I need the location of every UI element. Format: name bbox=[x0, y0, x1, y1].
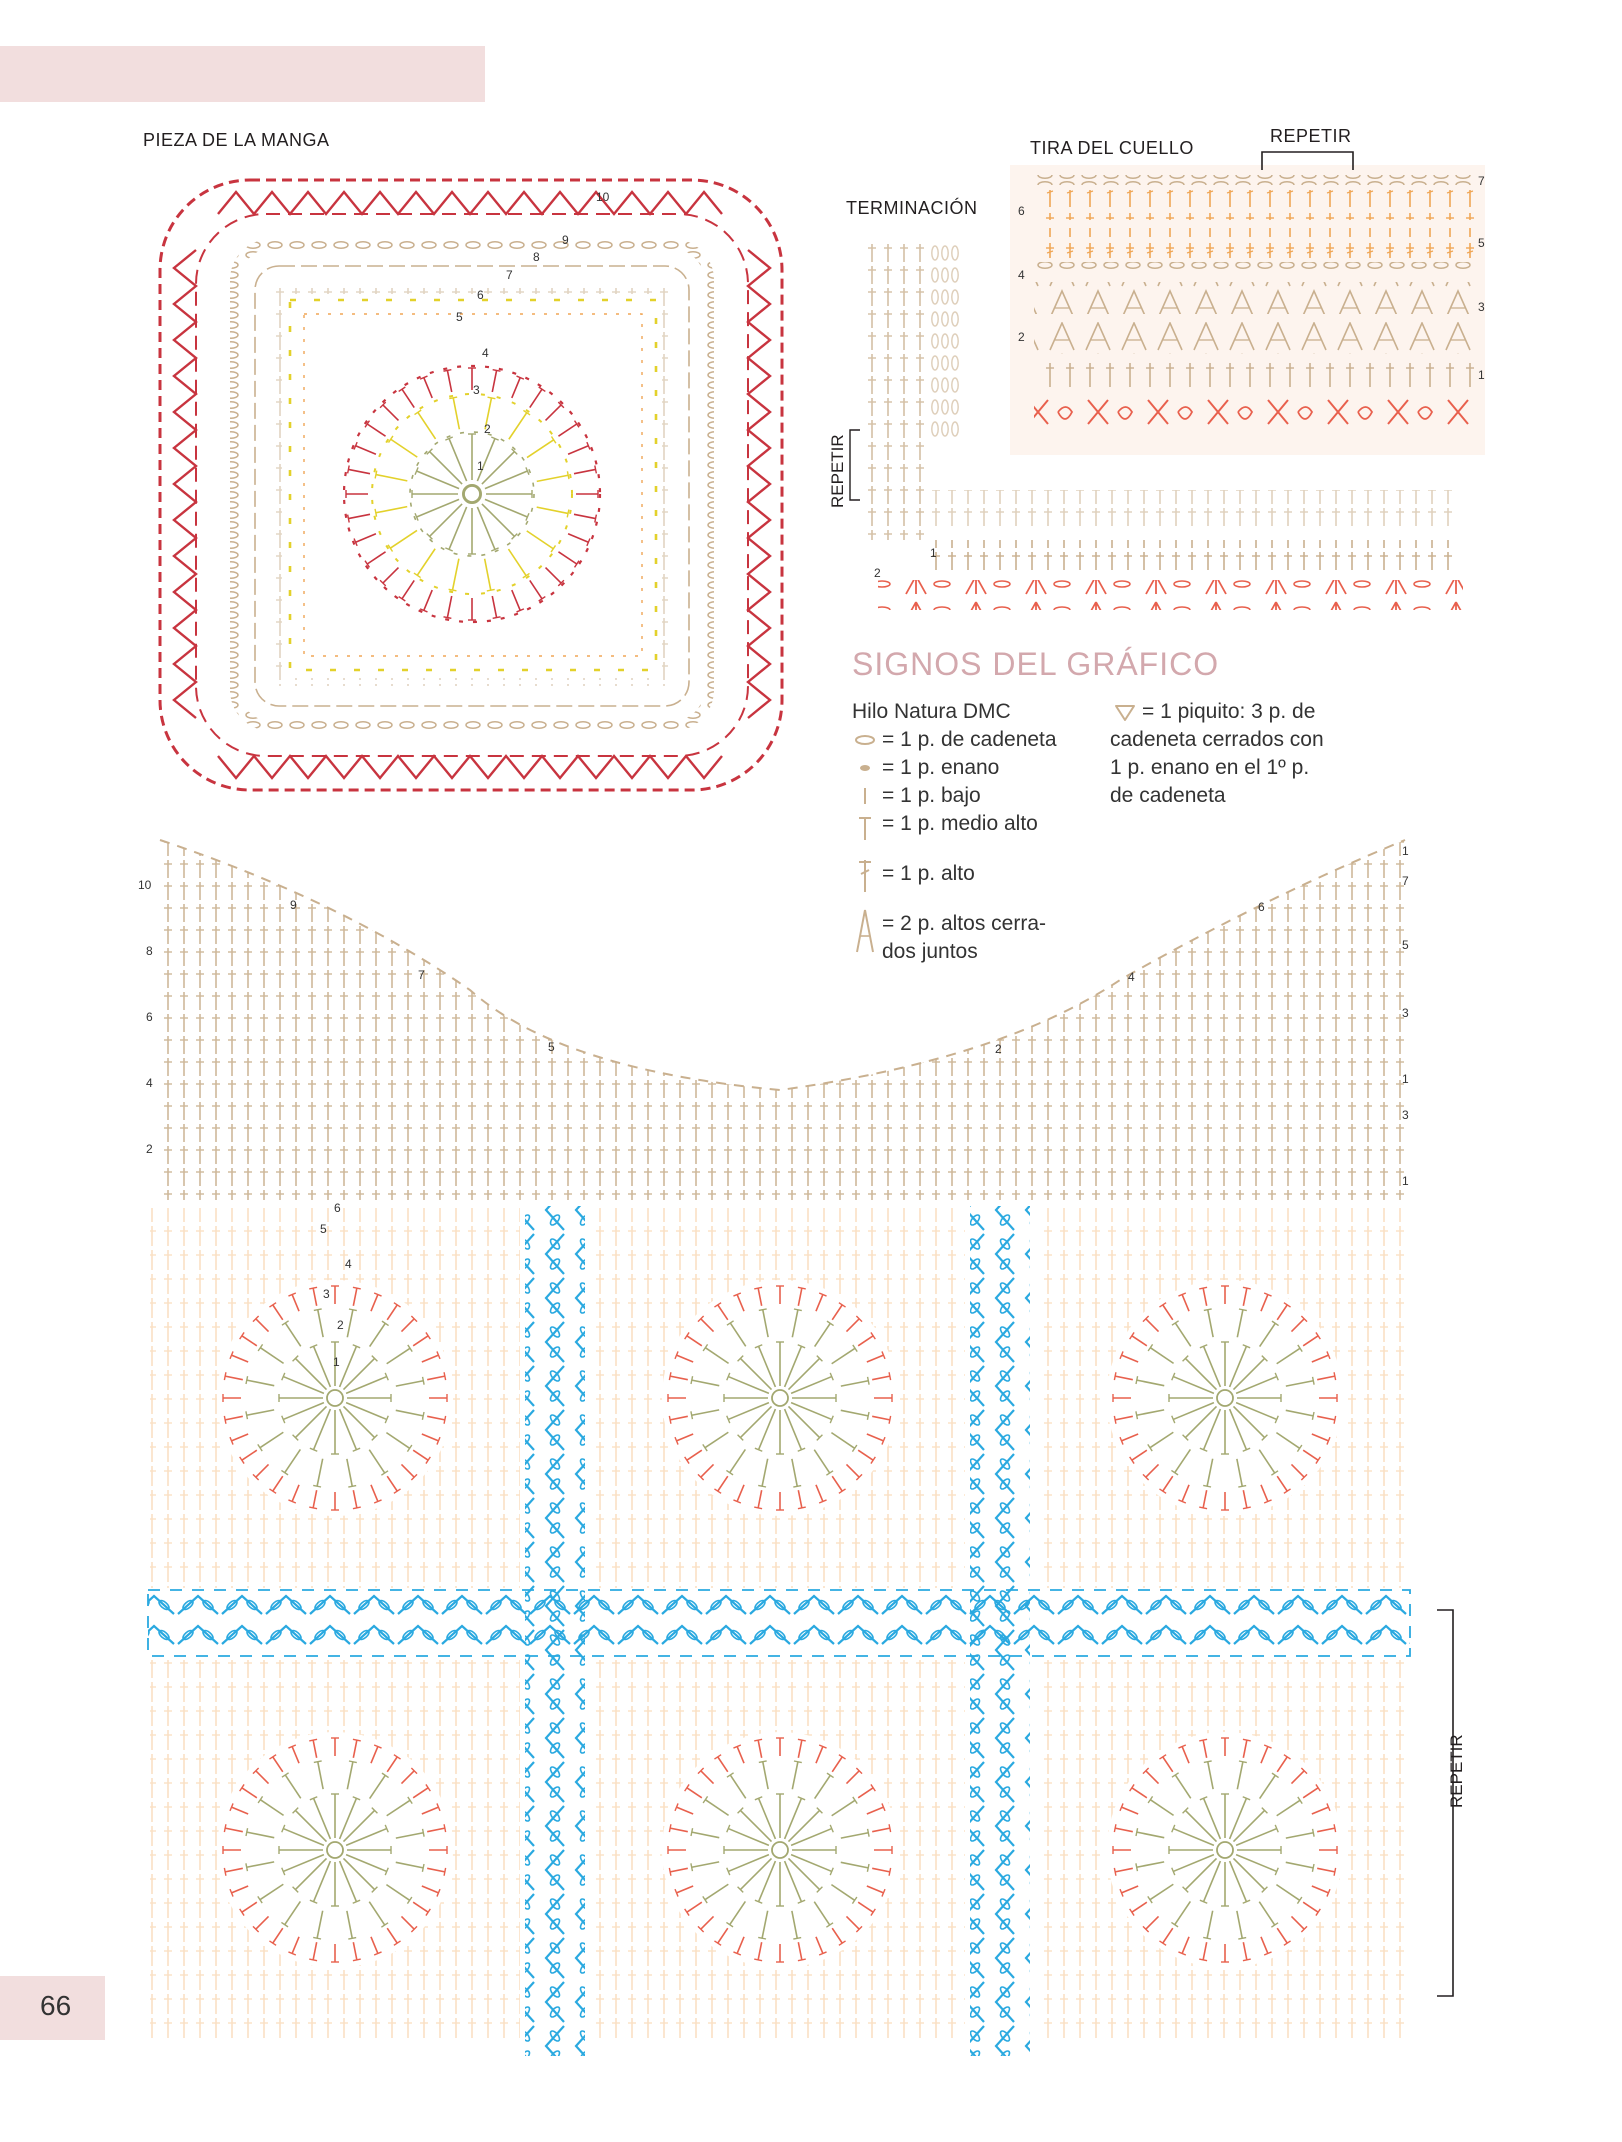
body-motif bbox=[217, 1732, 453, 1968]
body-row-right-1b: 1 bbox=[1402, 1072, 1409, 1086]
body-row-right-3a: 3 bbox=[1402, 1108, 1409, 1122]
body-motif bbox=[662, 1732, 898, 1968]
collar-row-5: 5 bbox=[1478, 236, 1485, 250]
legend-heading: SIGNOS DEL GRÁFICO bbox=[852, 646, 1220, 682]
sleeve-round-10: 10 bbox=[596, 190, 610, 204]
legend-item-chain: = 1 p. de cadeneta bbox=[852, 726, 1132, 754]
motif-background bbox=[662, 1732, 898, 1968]
legend-item-slip: = 1 p. enano bbox=[852, 754, 1132, 782]
finish-title: TERMINACIÓN bbox=[846, 198, 978, 218]
motif-round-3: 3 bbox=[323, 1287, 330, 1301]
finish-row-2: 2 bbox=[874, 566, 881, 580]
collar-row-3: 3 bbox=[1478, 300, 1485, 314]
body-row-inner-2: 2 bbox=[995, 1042, 1002, 1056]
body-row-right-5: 5 bbox=[1402, 938, 1409, 952]
legend-yarn: Hilo Natura DMC bbox=[852, 700, 1011, 723]
body-row-left-8: 8 bbox=[146, 944, 153, 958]
collar-row-7: 7 bbox=[1478, 174, 1485, 188]
motif-background bbox=[217, 1732, 453, 1968]
body-row-right-3b: 3 bbox=[1402, 1006, 1409, 1020]
body-row-inner-7: 7 bbox=[418, 968, 425, 982]
collar-row-1: 1 bbox=[1478, 368, 1485, 382]
body-row-inner-6: 6 bbox=[1258, 900, 1265, 914]
motif-round-4: 4 bbox=[345, 1257, 352, 1271]
sleeve-round-3: 3 bbox=[473, 383, 480, 397]
legend-item-picot: = 1 piquito: 3 p. de cadeneta cerrados con 1 p. enano en el 1º p. de cadeneta bbox=[1110, 700, 1324, 807]
chain-stitch-icon bbox=[852, 726, 878, 754]
legend-item-single: = 1 p. bajo bbox=[852, 782, 1132, 810]
sleeve-round-7: 7 bbox=[506, 268, 513, 282]
motif-round-1: 1 bbox=[333, 1355, 340, 1369]
body-row-inner-4: 4 bbox=[1128, 970, 1135, 984]
double-crochet-icon bbox=[852, 854, 878, 894]
motif-background bbox=[217, 1280, 453, 1516]
body-row-inner-5: 5 bbox=[548, 1040, 555, 1054]
slip-stitch-icon bbox=[852, 754, 878, 782]
collar-chart bbox=[1010, 152, 1485, 455]
collar-repeat-label: REPETIR bbox=[1270, 126, 1352, 146]
motif-background bbox=[662, 1280, 898, 1516]
single-crochet-icon bbox=[852, 782, 878, 810]
sleeve-round-6: 6 bbox=[477, 288, 484, 302]
sleeve-round-4: 4 bbox=[482, 346, 489, 360]
legend-item-dc2tog: = 2 p. altos cerra- dos juntos bbox=[852, 906, 1132, 966]
motif-round-2: 2 bbox=[337, 1318, 344, 1332]
collar-row-4: 4 bbox=[1018, 268, 1025, 282]
body-motif bbox=[217, 1280, 453, 1516]
body-motif bbox=[662, 1280, 898, 1516]
dc2tog-icon bbox=[852, 906, 878, 956]
motif-round-6: 6 bbox=[334, 1201, 341, 1215]
collar-row-6: 6 bbox=[1018, 204, 1025, 218]
motif-round-5: 5 bbox=[320, 1222, 327, 1236]
motif-background bbox=[1107, 1732, 1343, 1968]
sleeve-round-9: 9 bbox=[562, 233, 569, 247]
body-motif bbox=[1107, 1732, 1343, 1968]
page-number: 66 bbox=[40, 1990, 72, 2021]
half-double-crochet-icon bbox=[852, 810, 878, 844]
body-row-left-6: 6 bbox=[146, 1010, 153, 1024]
body-row-left-10: 10 bbox=[138, 878, 152, 892]
sleeve-title: PIEZA DE LA MANGA bbox=[143, 130, 330, 150]
sleeve-round-2: 2 bbox=[484, 422, 491, 436]
collar-row-2: 2 bbox=[1018, 330, 1025, 344]
motif-background bbox=[1107, 1280, 1343, 1516]
sleeve-piece-chart bbox=[160, 180, 782, 790]
body-row-right-1a: 1 bbox=[1402, 1174, 1409, 1188]
body-row-left-4: 4 bbox=[146, 1076, 153, 1090]
body-row-right-1c: 1 bbox=[1402, 844, 1409, 858]
sleeve-round-1: 1 bbox=[477, 459, 484, 473]
collar-title: TIRA DEL CUELLO bbox=[1030, 138, 1194, 158]
body-repeat-label: REPETIR bbox=[1447, 1734, 1466, 1808]
legend-item-half-double: = 1 p. medio alto bbox=[852, 810, 1132, 844]
body-motif bbox=[1107, 1280, 1343, 1516]
finish-repeat-label: REPETIR bbox=[828, 434, 847, 508]
body-row-left-2: 2 bbox=[146, 1142, 153, 1156]
chart-legend bbox=[852, 646, 1412, 986]
body-row-inner-9: 9 bbox=[290, 898, 297, 912]
legend-item-double: = 1 p. alto bbox=[852, 854, 1132, 894]
body-row-right-7: 7 bbox=[1402, 874, 1409, 888]
sleeve-round-5: 5 bbox=[456, 310, 463, 324]
picot-icon bbox=[1110, 698, 1140, 726]
finish-row-1: 1 bbox=[930, 546, 937, 560]
sleeve-round-8: 8 bbox=[533, 250, 540, 264]
